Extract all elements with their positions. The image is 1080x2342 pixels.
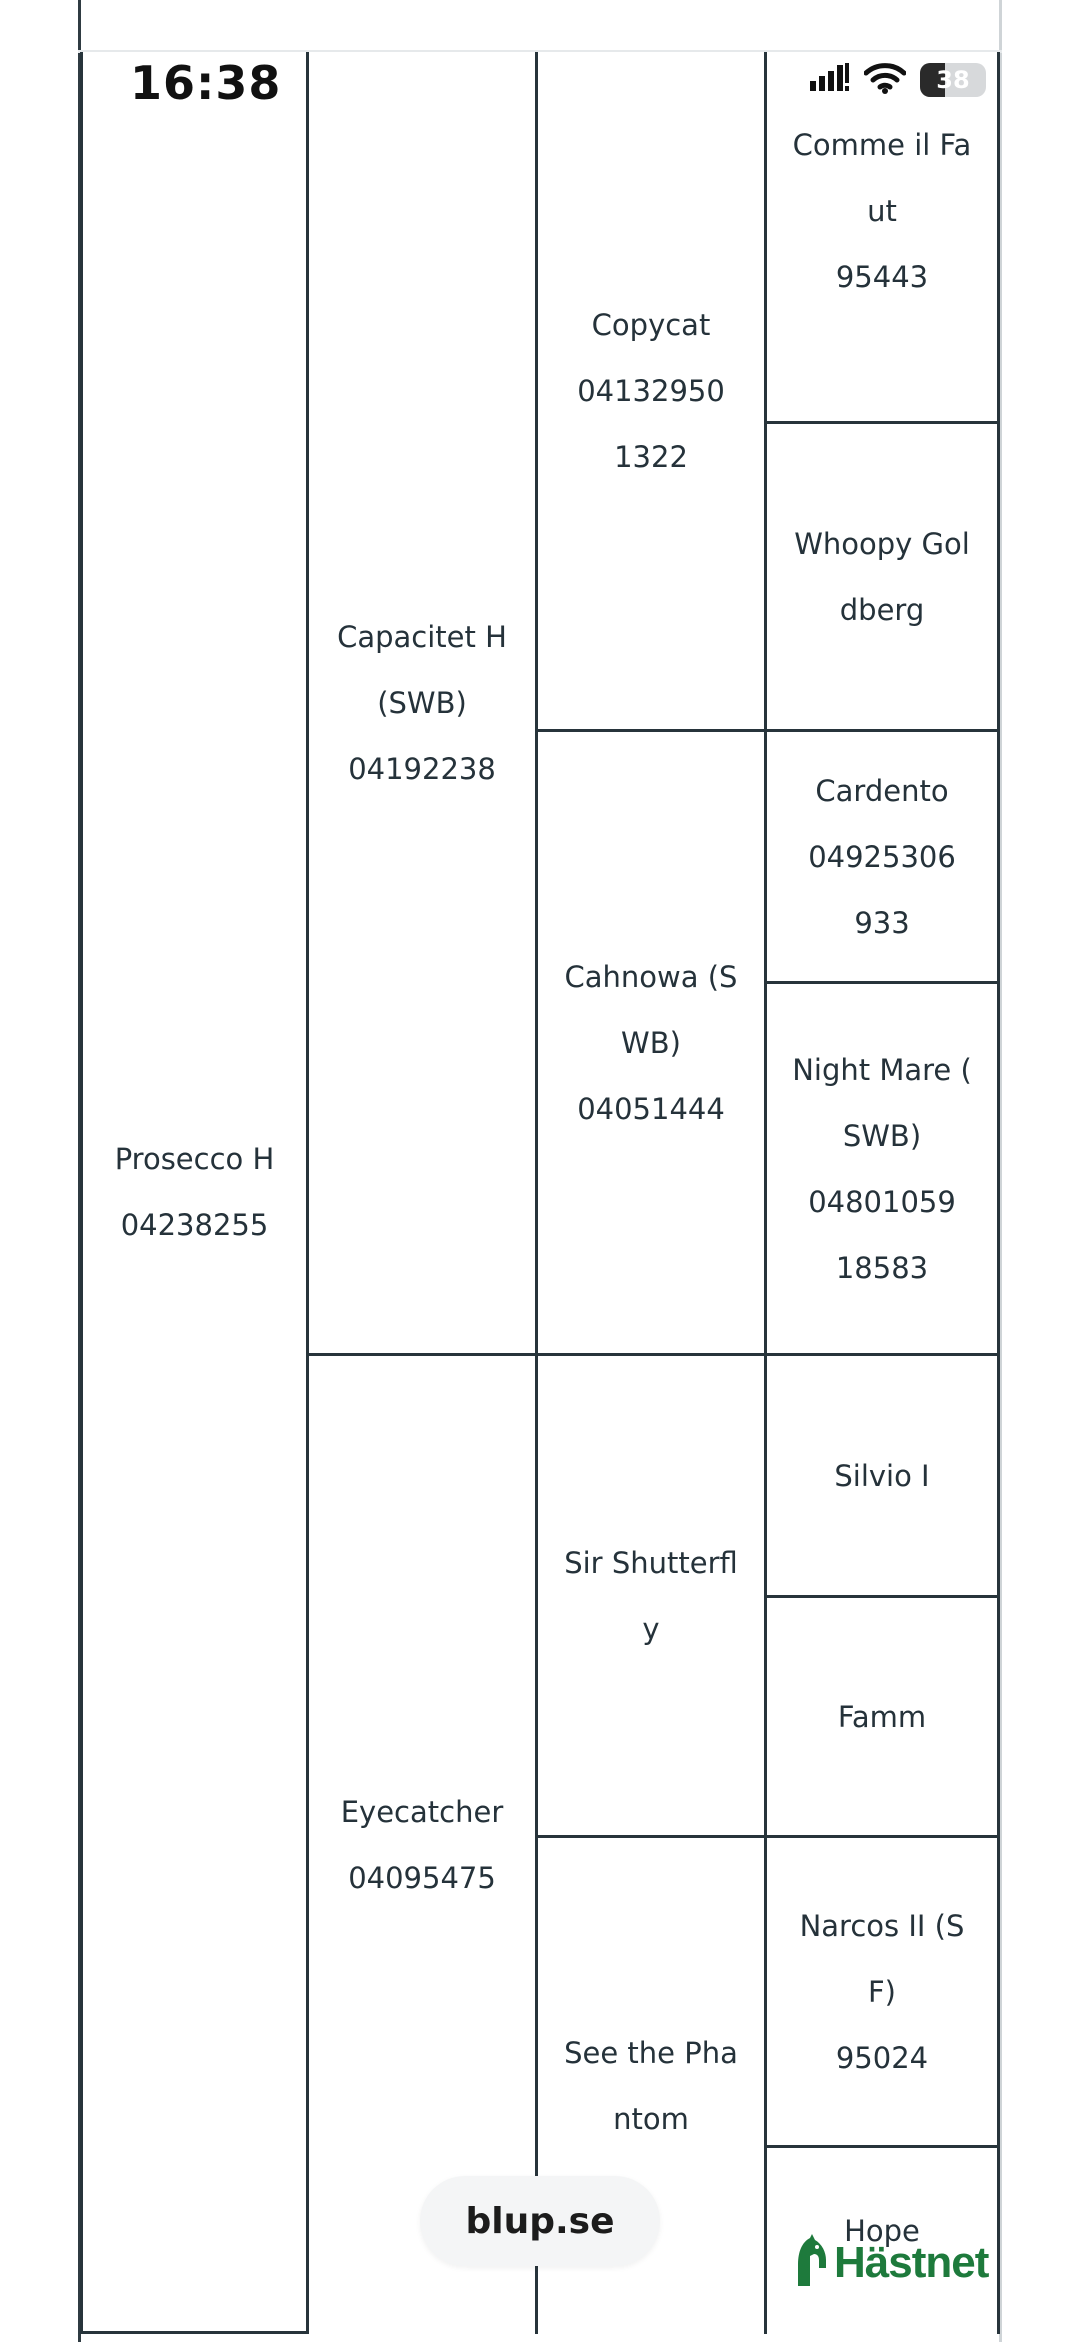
horse-name-line: Sir Shutterfl bbox=[564, 1545, 738, 1580]
hastnet-watermark bbox=[790, 2214, 988, 2290]
battery-icon bbox=[920, 63, 986, 97]
horse-name-line: Eyecatcher bbox=[340, 1795, 504, 1829]
horse-name-line: Silvio I bbox=[834, 1458, 930, 1493]
horse-name-line: 04132950 bbox=[577, 373, 725, 408]
horse-head-icon bbox=[790, 2234, 830, 2290]
pedigree-gen4-5[interactable] bbox=[767, 1356, 1000, 1598]
watermark-text: Hästnet bbox=[834, 2238, 989, 2287]
horse-name-line: 04925306 bbox=[808, 839, 956, 874]
horse-name-line: 95024 bbox=[835, 2040, 929, 2075]
horse-name-line: WB) bbox=[621, 1025, 681, 1060]
pedigree-gen4-6[interactable] bbox=[767, 1598, 1000, 1838]
battery-level: 38 bbox=[936, 66, 970, 94]
horse-name-line: Hope bbox=[844, 2214, 920, 2248]
pedigree-gen4-4[interactable] bbox=[767, 984, 1000, 1356]
pedigree-gen4-1[interactable] bbox=[767, 52, 1000, 424]
horse-name-line: 04238255 bbox=[120, 1207, 269, 1242]
horse-name-line: 1322 bbox=[614, 439, 688, 474]
cellular-signal-icon bbox=[810, 63, 850, 97]
pedigree-sire-sire[interactable] bbox=[538, 52, 767, 732]
horse-name-line: dberg bbox=[839, 592, 925, 627]
horse-name-line: 04801059 bbox=[808, 1184, 956, 1219]
pedigree-table bbox=[80, 52, 1000, 2342]
horse-name-line: Whoopy Gol bbox=[794, 526, 970, 561]
pedigree-dam-sire[interactable] bbox=[538, 1356, 767, 1838]
horse-name-line: Cahnowa (S bbox=[564, 959, 738, 994]
wifi-icon bbox=[864, 62, 906, 98]
horse-name-line: Cardento bbox=[815, 773, 949, 808]
horse-name-line: F) bbox=[868, 1974, 896, 2009]
pedigree-gen4-3[interactable] bbox=[767, 732, 1000, 984]
pedigree-sire-dam[interactable] bbox=[538, 732, 767, 1356]
horse-name-line: 04192238 bbox=[348, 751, 496, 786]
pedigree-subject[interactable] bbox=[80, 52, 309, 2334]
address-bar[interactable] bbox=[420, 2176, 660, 2266]
horse-name-line: Comme il Fa bbox=[792, 128, 972, 162]
pedigree-gen4-2[interactable] bbox=[767, 424, 1000, 732]
horse-name-line: 04051444 bbox=[577, 1091, 725, 1126]
horse-name-line: Famm bbox=[837, 1699, 927, 1734]
pedigree-gen4-7[interactable] bbox=[767, 1838, 1000, 2148]
horse-name-line: See the Pha bbox=[564, 2036, 738, 2070]
horse-name-line: ntom bbox=[613, 2102, 689, 2136]
horse-name-line: 933 bbox=[854, 905, 910, 940]
horse-name-line: Night Mare ( bbox=[792, 1052, 972, 1087]
horse-name-line: Narcos II (S bbox=[799, 1908, 965, 1943]
status-icons bbox=[810, 62, 986, 98]
horse-name-line: (SWB) bbox=[377, 685, 467, 720]
horse-name-line: Capacitet H bbox=[337, 619, 507, 654]
address-bar-url: blup.se bbox=[465, 2200, 615, 2242]
pedigree-sire[interactable] bbox=[309, 52, 538, 1356]
horse-name-line: 04095475 bbox=[348, 1861, 496, 1895]
horse-name-line: Prosecco H bbox=[114, 1141, 275, 1176]
horse-name-line: y bbox=[642, 1611, 660, 1646]
horse-name-line: ut bbox=[867, 194, 897, 228]
horse-name-line: 18583 bbox=[835, 1250, 929, 1285]
horse-name-line: 95443 bbox=[835, 260, 929, 294]
status-time: 16:38 bbox=[130, 56, 282, 110]
horse-name-line: Copycat bbox=[591, 307, 711, 342]
horse-name-line: SWB) bbox=[842, 1118, 922, 1153]
